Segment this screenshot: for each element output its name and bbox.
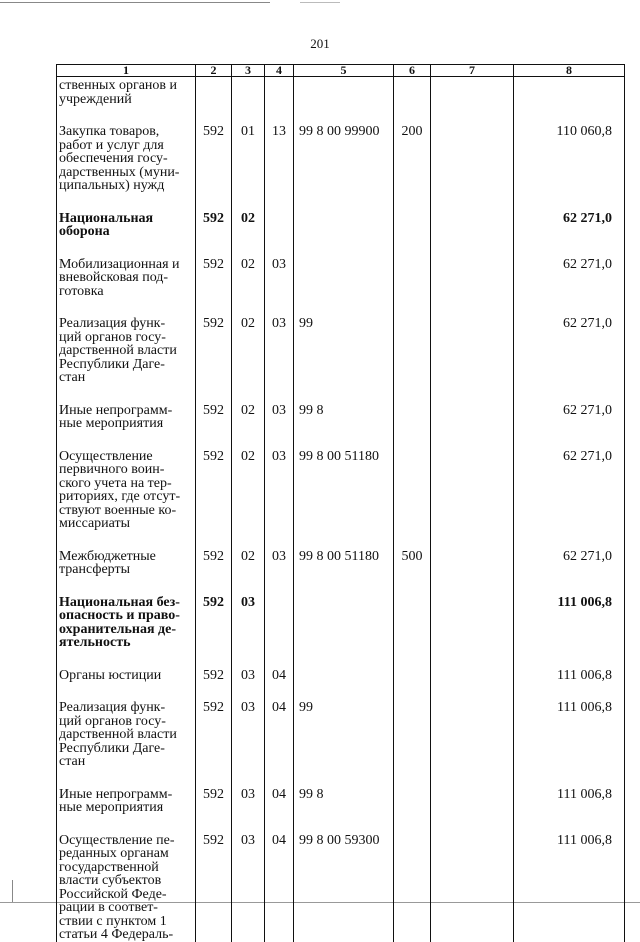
table-row <box>57 312 625 399</box>
cell-target-article: 99 <box>294 312 394 399</box>
cell-section <box>232 77 265 121</box>
header-col-2: 2 <box>196 65 232 77</box>
cell-amount: 62 271,0 <box>514 207 625 253</box>
cell-name-line: охранительная де- <box>59 621 177 637</box>
cell-target-article <box>294 591 394 664</box>
cell-target-article <box>294 77 394 121</box>
cell-name-line: дарственных (муни- <box>59 164 180 180</box>
cell-name-line: опасность и право- <box>59 608 180 623</box>
cell-subsection: 03 <box>265 445 294 545</box>
cell-amount: 111 006,8 <box>514 783 625 829</box>
cell-grbs: 592 <box>196 253 232 313</box>
cell-name-line: оборона <box>59 224 110 239</box>
cell-subsection: 04 <box>265 783 294 829</box>
table-row <box>57 253 625 313</box>
cell-expense-type <box>394 829 431 942</box>
cell-amount: 111 006,8 <box>514 591 625 664</box>
cell-name-line: ций органов госу- <box>59 713 166 729</box>
cell-col7 <box>431 696 514 783</box>
cell-expense-type: 500 <box>394 545 431 591</box>
table-row <box>57 829 625 942</box>
cell-name <box>57 207 196 253</box>
cell-col7 <box>431 207 514 253</box>
cell-name-line: ятельность <box>59 635 131 650</box>
cell-name-line: государственной <box>59 859 159 875</box>
cell-subsection: 04 <box>265 664 294 697</box>
cell-expense-type <box>394 399 431 445</box>
cell-name-line: статьи 4 Федераль- <box>59 927 174 942</box>
scan-artifact-left <box>12 880 13 902</box>
cell-name <box>57 591 196 664</box>
cell-expense-type <box>394 253 431 313</box>
cell-grbs <box>196 77 232 121</box>
cell-name-line: ные мероприятия <box>59 416 164 431</box>
cell-section: 02 <box>232 312 265 399</box>
cell-target-article <box>294 207 394 253</box>
cell-name-line: реданных органам <box>59 846 169 861</box>
header-col-8: 8 <box>514 65 625 77</box>
cell-name-line: стан <box>59 754 86 769</box>
cell-name-line: Межбюджетные <box>59 548 156 564</box>
cell-target-article <box>294 253 394 313</box>
cell-subsection: 04 <box>265 696 294 783</box>
cell-name-line: Иные непрограмм- <box>59 786 173 802</box>
cell-section: 03 <box>232 829 265 942</box>
cell-name-line: Национальная без- <box>59 594 180 610</box>
cell-section: 03 <box>232 591 265 664</box>
cell-name-line: дарственной власти <box>59 727 177 742</box>
cell-subsection: 04 <box>265 829 294 942</box>
table-row <box>57 399 625 445</box>
cell-target-article: 99 <box>294 696 394 783</box>
cell-name <box>57 445 196 545</box>
cell-section: 01 <box>232 120 265 207</box>
header-col-3: 3 <box>232 65 265 77</box>
header-col-7: 7 <box>431 65 514 77</box>
cell-col7 <box>431 77 514 121</box>
cell-amount: 62 271,0 <box>514 445 625 545</box>
cell-name-line: ствуют военные ко- <box>59 502 177 518</box>
cell-name <box>57 399 196 445</box>
cell-grbs: 592 <box>196 445 232 545</box>
cell-grbs: 592 <box>196 829 232 942</box>
cell-subsection: 03 <box>265 399 294 445</box>
budget-table <box>56 64 625 942</box>
cell-amount: 111 006,8 <box>514 664 625 697</box>
cell-col7 <box>431 312 514 399</box>
cell-col7 <box>431 783 514 829</box>
cell-section: 02 <box>232 545 265 591</box>
table-row <box>57 77 625 121</box>
cell-name-line: первичного воин- <box>59 462 165 477</box>
cell-name-line: ципальных) нужд <box>59 178 165 193</box>
cell-name-line: Осуществление пе- <box>59 832 175 848</box>
cell-name-line: Органы юстиции <box>59 667 162 683</box>
scan-artifact-top-right <box>300 2 340 3</box>
cell-expense-type <box>394 207 431 253</box>
cell-target-article <box>294 664 394 697</box>
cell-subsection <box>265 77 294 121</box>
cell-section: 02 <box>232 445 265 545</box>
cell-subsection: 13 <box>265 120 294 207</box>
cell-section: 03 <box>232 696 265 783</box>
cell-name-line: Закупка товаров, <box>59 124 160 139</box>
cell-col7 <box>431 545 514 591</box>
cell-amount: 62 271,0 <box>514 312 625 399</box>
cell-expense-type <box>394 696 431 783</box>
cell-name-line: риториях, где отсут- <box>59 489 181 504</box>
cell-name-line: Реализация функ- <box>59 700 166 715</box>
cell-target-article: 99 8 00 59300 <box>294 829 394 942</box>
table-row <box>57 120 625 207</box>
cell-name <box>57 120 196 207</box>
cell-grbs: 592 <box>196 783 232 829</box>
table-header-row <box>57 65 625 77</box>
cell-name <box>57 696 196 783</box>
cell-amount: 62 271,0 <box>514 253 625 313</box>
cell-name-line: ского учета на тер- <box>59 475 172 491</box>
cell-grbs: 592 <box>196 591 232 664</box>
cell-expense-type: 200 <box>394 120 431 207</box>
cell-amount <box>514 77 625 121</box>
cell-name-line: работ и услуг для <box>59 137 164 153</box>
cell-target-article: 99 8 00 51180 <box>294 545 394 591</box>
cell-section: 03 <box>232 783 265 829</box>
cell-grbs: 592 <box>196 207 232 253</box>
cell-section: 02 <box>232 399 265 445</box>
cell-subsection <box>265 207 294 253</box>
cell-name-line: дарственной власти <box>59 343 177 358</box>
cell-amount: 110 060,8 <box>514 120 625 207</box>
cell-subsection: 03 <box>265 253 294 313</box>
cell-col7 <box>431 445 514 545</box>
cell-name <box>57 77 196 121</box>
cell-grbs: 592 <box>196 696 232 783</box>
table-row <box>57 445 625 545</box>
cell-amount: 111 006,8 <box>514 696 625 783</box>
cell-target-article: 99 8 <box>294 399 394 445</box>
cell-grbs: 592 <box>196 120 232 207</box>
cell-expense-type <box>394 664 431 697</box>
cell-grbs: 592 <box>196 312 232 399</box>
cell-col7 <box>431 591 514 664</box>
cell-target-article: 99 8 <box>294 783 394 829</box>
cell-name-line: Российской Феде- <box>59 886 167 902</box>
cell-name-line: Республики Даге- <box>59 740 165 756</box>
cell-subsection: 03 <box>265 312 294 399</box>
cell-col7 <box>431 253 514 313</box>
cell-expense-type <box>394 77 431 121</box>
cell-name-line: ствии с пунктом 1 <box>59 913 167 929</box>
cell-name-line: трансферты <box>59 562 131 577</box>
cell-name <box>57 253 196 313</box>
cell-target-article: 99 8 00 99900 <box>294 120 394 207</box>
table-row <box>57 545 625 591</box>
cell-col7 <box>431 120 514 207</box>
cell-section: 03 <box>232 664 265 697</box>
header-col-6: 6 <box>394 65 431 77</box>
cell-name-line: Мобилизационная и <box>59 256 180 272</box>
cell-grbs: 592 <box>196 664 232 697</box>
cell-name-line: обеспечения госу- <box>59 151 168 166</box>
header-col-1: 1 <box>57 65 196 77</box>
page-number: 201 <box>310 36 330 51</box>
table-row <box>57 783 625 829</box>
budget-table-container <box>56 64 624 942</box>
cell-name-line: ственных органов и <box>59 78 178 93</box>
cell-name-line: Республики Даге- <box>59 356 165 372</box>
cell-grbs: 592 <box>196 545 232 591</box>
cell-amount: 62 271,0 <box>514 545 625 591</box>
cell-name <box>57 829 196 942</box>
header-col-4: 4 <box>265 65 294 77</box>
cell-name-line: ций органов госу- <box>59 329 166 345</box>
table-row <box>57 591 625 664</box>
table-body <box>57 77 625 942</box>
cell-name <box>57 312 196 399</box>
cell-col7 <box>431 664 514 697</box>
cell-name-line: власти субъектов <box>59 873 162 888</box>
cell-name-line: Осуществление <box>59 448 153 464</box>
cell-name-line: вневойсковая под- <box>59 270 169 285</box>
cell-grbs: 592 <box>196 399 232 445</box>
scan-artifact-top <box>0 2 270 3</box>
cell-name-line: ные мероприятия <box>59 800 164 815</box>
cell-expense-type <box>394 783 431 829</box>
table-row <box>57 696 625 783</box>
table-row <box>57 207 625 253</box>
cell-name <box>57 545 196 591</box>
cell-section: 02 <box>232 207 265 253</box>
cell-name <box>57 664 196 697</box>
cell-target-article: 99 8 00 51180 <box>294 445 394 545</box>
cell-subsection: 03 <box>265 545 294 591</box>
cell-name-line: Реализация функ- <box>59 316 166 331</box>
cell-name-line: Национальная <box>59 210 154 226</box>
cell-name-line: рации в соответ- <box>59 900 158 915</box>
cell-expense-type <box>394 445 431 545</box>
cell-col7 <box>431 829 514 942</box>
cell-section: 02 <box>232 253 265 313</box>
cell-name-line: стан <box>59 370 86 385</box>
cell-subsection <box>265 591 294 664</box>
cell-expense-type <box>394 312 431 399</box>
cell-name-line: Иные непрограмм- <box>59 402 173 418</box>
cell-col7 <box>431 399 514 445</box>
cell-name <box>57 783 196 829</box>
header-col-5: 5 <box>294 65 394 77</box>
cell-name-line: готовка <box>59 283 104 299</box>
cell-amount: 62 271,0 <box>514 399 625 445</box>
cell-amount: 111 006,8 <box>514 829 625 942</box>
cell-name-line: миссариаты <box>59 516 131 531</box>
table-row <box>57 664 625 697</box>
cell-name-line: учреждений <box>59 91 132 107</box>
cell-expense-type <box>394 591 431 664</box>
